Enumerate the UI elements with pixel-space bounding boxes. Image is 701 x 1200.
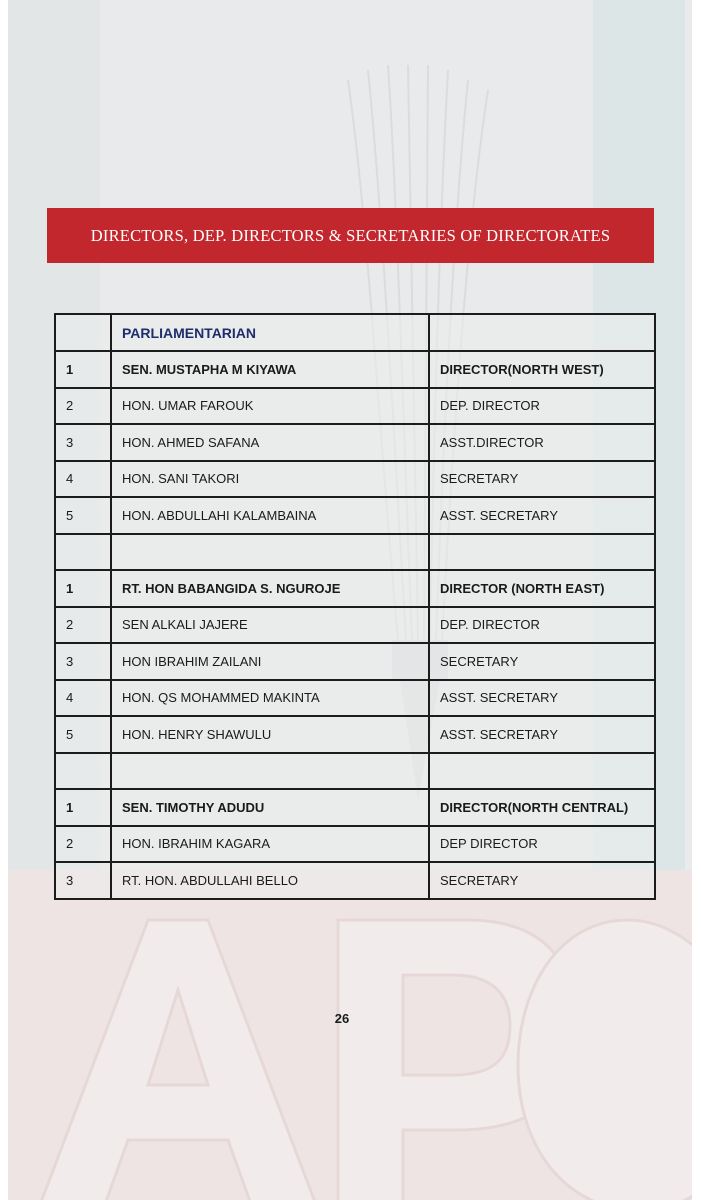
table-row xyxy=(55,789,655,826)
row-number-cell: 2 xyxy=(55,826,111,863)
table-row xyxy=(55,388,655,425)
row-role-cell: DIRECTOR(NORTH CENTRAL) xyxy=(429,789,655,826)
row-name-cell: RT. HON. ABDULLAHI BELLO xyxy=(111,862,429,899)
table-row xyxy=(55,351,655,388)
row-number-cell: 4 xyxy=(55,461,111,498)
row-role-cell: ASST. SECRETARY xyxy=(429,680,655,717)
row-role-cell xyxy=(429,534,655,571)
apc-watermark-letters xyxy=(8,880,692,1200)
section-title: PARLIAMENTARIAN xyxy=(122,324,257,341)
row-role-cell: ASST.DIRECTOR xyxy=(429,424,655,461)
header-role-cell xyxy=(429,314,655,351)
row-number-cell: 1 xyxy=(55,789,111,826)
row-role-cell: SECRETARY xyxy=(429,643,655,680)
row-number-cell xyxy=(55,753,111,790)
directorates-banner xyxy=(47,208,654,263)
row-name-cell: SEN. MUSTAPHA M KIYAWA xyxy=(111,351,429,388)
row-number-cell: 5 xyxy=(55,497,111,534)
row-name-cell: HON. AHMED SAFANA xyxy=(111,424,429,461)
row-name-cell: SEN ALKALI JAJERE xyxy=(111,607,429,644)
row-name-cell: HON. IBRAHIM KAGARA xyxy=(111,826,429,863)
row-role-cell xyxy=(429,753,655,790)
table-row xyxy=(55,534,655,571)
table-row xyxy=(55,680,655,717)
table-row xyxy=(55,607,655,644)
row-name-cell: HON. SANI TAKORI xyxy=(111,461,429,498)
row-number-cell xyxy=(55,534,111,571)
row-role-cell: DEP. DIRECTOR xyxy=(429,607,655,644)
table-row xyxy=(55,826,655,863)
row-name-cell: SEN. TIMOTHY ADUDU xyxy=(111,789,429,826)
row-name-cell: HON. ABDULLAHI KALAMBAINA xyxy=(111,497,429,534)
row-number-cell: 5 xyxy=(55,716,111,753)
row-role-cell: SECRETARY xyxy=(429,461,655,498)
row-name-cell xyxy=(111,534,429,571)
row-number-cell: 3 xyxy=(55,862,111,899)
banner-title: DIRECTORS, DEP. DIRECTORS & SECRETARIES OF DIRECTORATES xyxy=(90,225,611,245)
row-number-cell: 1 xyxy=(55,351,111,388)
row-number-cell: 2 xyxy=(55,388,111,425)
directors-table xyxy=(54,313,656,900)
row-name-cell: RT. HON BABANGIDA S. NGUROJE xyxy=(111,570,429,607)
table-row xyxy=(55,716,655,753)
row-name-cell: HON. HENRY SHAWULU xyxy=(111,716,429,753)
row-name-cell xyxy=(111,753,429,790)
row-role-cell: DIRECTOR(NORTH WEST) xyxy=(429,351,655,388)
table-row xyxy=(55,570,655,607)
row-role-cell: SECRETARY xyxy=(429,862,655,899)
header-number-cell xyxy=(55,314,111,351)
table-row xyxy=(55,643,655,680)
table-row xyxy=(55,862,655,899)
row-name-cell: HON. QS MOHAMMED MAKINTA xyxy=(111,680,429,717)
row-number-cell: 1 xyxy=(55,570,111,607)
row-number-cell: 3 xyxy=(55,424,111,461)
page-number: 26 xyxy=(334,1011,350,1026)
header-section-cell xyxy=(111,314,429,351)
table-row xyxy=(55,424,655,461)
table-header-row xyxy=(55,314,655,351)
row-name-cell: HON IBRAHIM ZAILANI xyxy=(111,643,429,680)
row-role-cell: DEP DIRECTOR xyxy=(429,826,655,863)
table-row xyxy=(55,753,655,790)
table-row xyxy=(55,497,655,534)
row-role-cell: ASST. SECRETARY xyxy=(429,716,655,753)
row-number-cell: 2 xyxy=(55,607,111,644)
row-role-cell: ASST. SECRETARY xyxy=(429,497,655,534)
row-name-cell: HON. UMAR FAROUK xyxy=(111,388,429,425)
row-role-cell: DIRECTOR (NORTH EAST) xyxy=(429,570,655,607)
row-number-cell: 3 xyxy=(55,643,111,680)
row-role-cell: DEP. DIRECTOR xyxy=(429,388,655,425)
table-row xyxy=(55,461,655,498)
row-number-cell: 4 xyxy=(55,680,111,717)
